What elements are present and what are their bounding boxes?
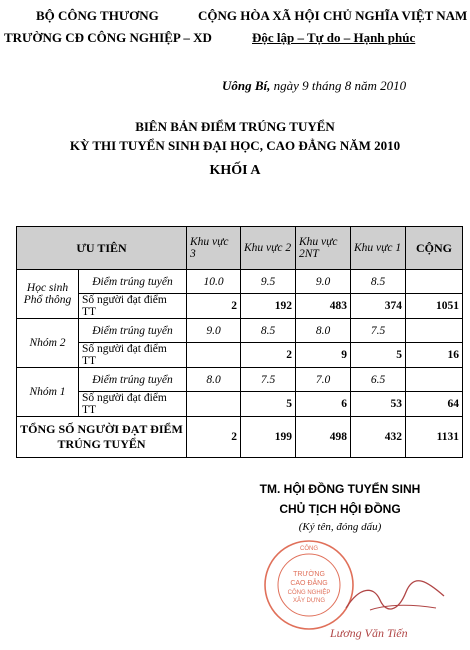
- svg-text:CÔNG NGHIỆP: CÔNG NGHIỆP: [287, 590, 331, 596]
- svg-text:XÂY DỰNG: XÂY DỰNG: [292, 598, 326, 604]
- document-subtitle: KỲ THI TUYỂN SINH ĐẠI HỌC, CAO ĐẲNG NĂM 2010: [69, 138, 401, 153]
- count-cell: [187, 343, 241, 368]
- count-cell: [187, 392, 241, 417]
- date-place: Uông Bí,: [222, 78, 271, 93]
- group-name: Nhóm 2: [17, 319, 79, 368]
- score-cell: 9.0: [187, 319, 241, 343]
- score-cell: 8.5: [241, 319, 296, 343]
- svg-text:TRƯỜNG: TRƯỜNG: [293, 571, 325, 578]
- kv1-header: Khu vực 1: [351, 227, 406, 270]
- priority-header: ƯU TIÊN: [17, 227, 187, 270]
- score-cell: 9.5: [241, 270, 296, 294]
- group-name: Học sinh Phổ thông: [17, 270, 79, 319]
- score-cell: 8.5: [351, 270, 406, 294]
- count-cell: 53: [351, 392, 406, 417]
- summary-cell: 2: [187, 417, 241, 458]
- date-text: ngày 9 tháng 8 năm 2010: [270, 78, 407, 93]
- summary-row: [17, 417, 463, 458]
- chairman-title: CHỦ TỊCH HỘI ĐỒNG: [279, 502, 401, 516]
- empty-cell: [406, 270, 463, 294]
- score-label: Điểm trúng tuyển: [79, 319, 187, 343]
- count-label: Số người đạt điểm TT: [79, 343, 187, 368]
- exam-block: KHỐI A: [209, 163, 261, 178]
- score-cell: 8.0: [296, 319, 351, 343]
- count-cell: 6: [296, 392, 351, 417]
- score-label: Điểm trúng tuyển: [79, 270, 187, 294]
- school-name: TRƯỜNG CĐ CÔNG NGHIỆP – XD: [4, 30, 212, 45]
- group-total: 16: [406, 343, 463, 368]
- sign-note: (Ký tên, đóng dấu): [298, 521, 382, 533]
- score-label: Điểm trúng tuyển: [79, 368, 187, 392]
- summary-cell: 432: [351, 417, 406, 458]
- group-total: 64: [406, 392, 463, 417]
- svg-text:CÔNG: CÔNG: [300, 546, 318, 552]
- score-cell: 10.0: [187, 270, 241, 294]
- empty-cell: [406, 368, 463, 392]
- count-label: Số người đạt điểm TT: [79, 392, 187, 417]
- group-name: Nhóm 1: [17, 368, 79, 417]
- score-cell: 7.5: [351, 319, 406, 343]
- score-cell: 6.5: [351, 368, 406, 392]
- table-row: [17, 368, 463, 392]
- kv3-header: Khu vực 3: [187, 227, 241, 270]
- signature-scribble: [340, 578, 450, 618]
- table-row: [17, 270, 463, 294]
- score-cell: 9.0: [296, 270, 351, 294]
- score-cell: 8.0: [187, 368, 241, 392]
- kv2nt-header: Khu vực 2NT: [296, 227, 351, 270]
- svg-text:CAO ĐẲNG: CAO ĐẲNG: [290, 580, 328, 587]
- summary-cell: 498: [296, 417, 351, 458]
- table-row: [17, 343, 463, 368]
- score-cell: 7.0: [296, 368, 351, 392]
- motto: Độc lập – Tự do – Hạnh phúc: [252, 30, 416, 45]
- table-row: [17, 319, 463, 343]
- count-cell: 483: [296, 294, 351, 319]
- kv2-header: Khu vực 2: [241, 227, 296, 270]
- count-cell: 2: [241, 343, 296, 368]
- count-cell: 9: [296, 343, 351, 368]
- count-cell: 5: [351, 343, 406, 368]
- count-cell: 5: [241, 392, 296, 417]
- count-cell: 192: [241, 294, 296, 319]
- council-title: TM. HỘI ĐỒNG TUYỂN SINH: [259, 482, 421, 496]
- empty-cell: [406, 319, 463, 343]
- table-row: [17, 392, 463, 417]
- table-row: [17, 294, 463, 319]
- summary-label: TỔNG SỐ NGƯỜI ĐẠT ĐIỂM TRÚNG TUYỂN: [17, 417, 187, 458]
- date-line: [222, 78, 406, 94]
- score-table: [16, 226, 463, 458]
- score-cell: 7.5: [241, 368, 296, 392]
- chairman-name: Lương Văn Tiến: [330, 626, 408, 640]
- summary-total: 1131: [406, 417, 463, 458]
- summary-cell: 199: [241, 417, 296, 458]
- ministry-name: BỘ CÔNG THƯƠNG: [36, 8, 159, 23]
- count-label: Số người đạt điểm TT: [79, 294, 187, 319]
- country-name: CỘNG HÒA XÃ HỘI CHỦ NGHĨA VIỆT NAM: [198, 8, 468, 23]
- group-total: 1051: [406, 294, 463, 319]
- count-cell: 374: [351, 294, 406, 319]
- table-header-row: [17, 227, 463, 270]
- total-header: CỘNG: [406, 227, 463, 270]
- document-title: BIÊN BẢN ĐIỂM TRÚNG TUYỂN: [135, 119, 335, 134]
- count-cell: 2: [187, 294, 241, 319]
